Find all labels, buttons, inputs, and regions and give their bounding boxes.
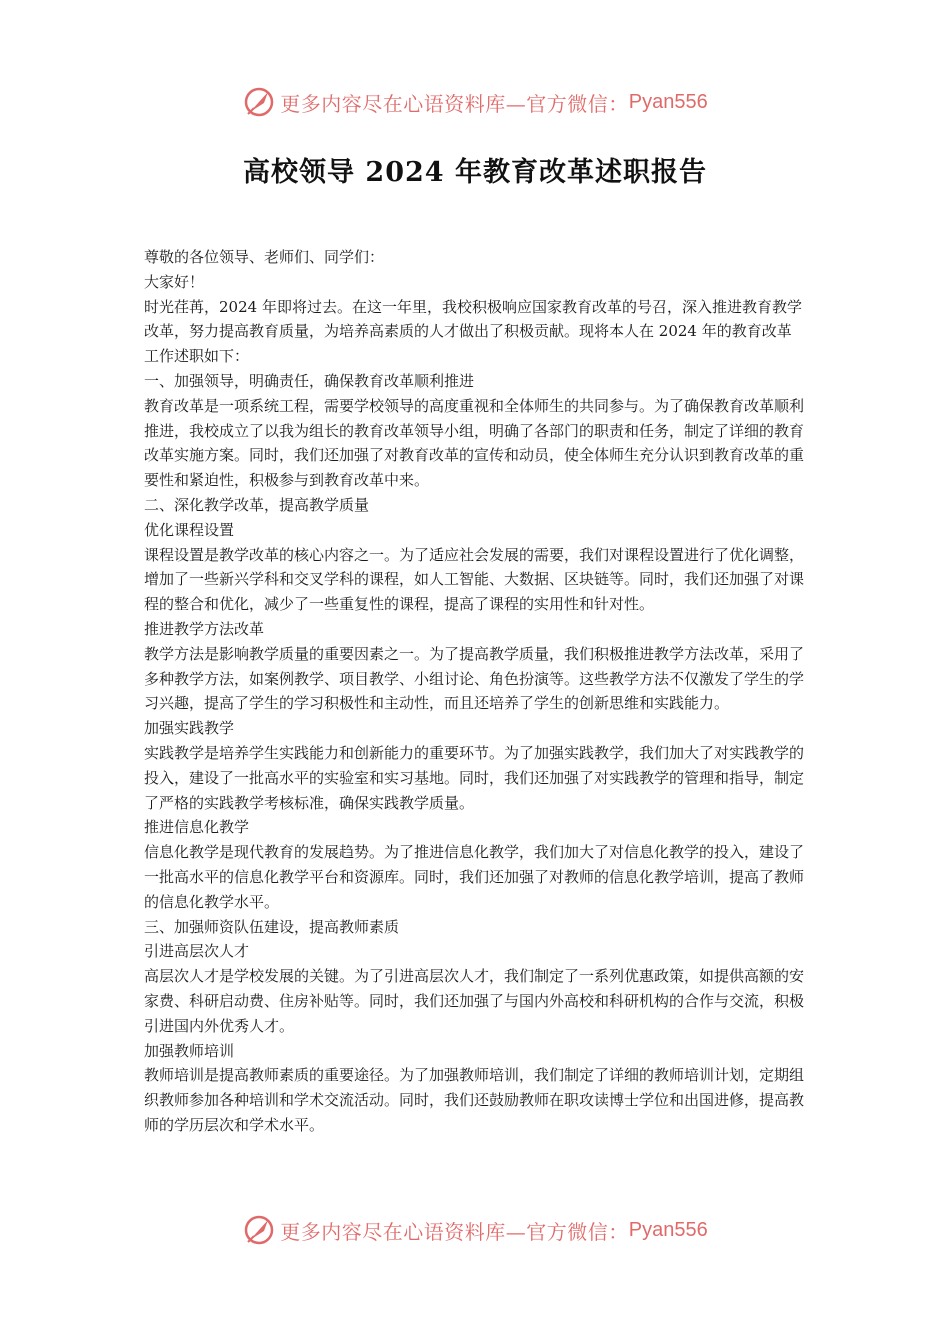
document-title: 高校领导 2024 年教育改革述职报告 xyxy=(243,157,707,188)
banner-wechat-id: Pyan556 xyxy=(628,1218,708,1241)
section-heading: 二、深化教学改革，提高教学质量 xyxy=(144,495,370,514)
body-paragraph: 课程设置是教学改革的核心内容之一。为了适应社会发展的需要，我们对课程设置进行了优化调整，增加了一些新兴学科和交叉学科的课程，如人工智能、大数据、区块链等。同时，我们还加强了对课程的整合和优化，减少了一些重复性的课程，提高了课程的实用性和针对性。 xyxy=(144,545,805,614)
subsection-heading: 加强教师培训 xyxy=(144,1041,235,1060)
body-paragraph: 实践教学是培养学生实践能力和创新能力的重要环节。为了加强实践教学，我们加大了对实践教学的投入，建设了一批高水平的实验室和实习基地。同时，我们还加强了对实践教学的管理和指导，制定了严格的实践教学考核标准，确保实践教学质量。 xyxy=(144,743,805,812)
banner-text: 更多内容尽在心语资料库—官方微信： xyxy=(280,91,629,116)
header-banner xyxy=(0,82,950,122)
subsection-heading: 推进教学方法改革 xyxy=(144,619,265,638)
quill-logo-icon xyxy=(242,85,276,119)
body-paragraph: 教师培训是提高教师素质的重要途径。为了加强教师培训，我们制定了详细的教师培训计划，定期组织教师参加各种培训和学术交流活动。同时，我们还鼓励教师在职攻读博士学位和出国进修，提高教师的学历层次和学术水平。 xyxy=(144,1066,805,1134)
footer-banner xyxy=(0,1210,950,1250)
banner-text: 更多内容尽在心语资料库—官方微信： xyxy=(280,1219,629,1244)
greeting: 大家好！ xyxy=(144,272,205,291)
body-paragraph: 教育改革是一项系统工程，需要学校领导的高度重视和全体师生的共同参与。为了确保教育改革顺利推进，我校成立了以我为组长的教育改革领导小组，明确了各部门的职责和任务，制定了详细的教育改革实施方案。同时，我们还加强了对教育改革的宣传和动员，使全体师生充分认识到教育改革的重要性和紧迫性，积极参与到教育改革中来。 xyxy=(144,396,805,490)
salutation: 尊敬的各位领导、老师们、同学们： xyxy=(144,248,385,266)
section-heading: 三、加强师资队伍建设，提高教师素质 xyxy=(144,917,400,936)
subsection-heading: 加强实践教学 xyxy=(144,719,235,738)
document-body xyxy=(144,245,806,1138)
quill-logo-icon xyxy=(242,1213,276,1247)
section-heading: 一、加强领导，明确责任，确保教育改革顺利推进 xyxy=(144,371,475,390)
subsection-heading: 引进高层次人才 xyxy=(144,942,250,961)
subsection-heading: 优化课程设置 xyxy=(144,520,235,539)
banner-wechat-id: Pyan556 xyxy=(628,90,708,113)
subsection-heading: 推进信息化教学 xyxy=(144,818,250,837)
body-paragraph: 教学方法是影响教学质量的重要因素之一。为了提高教学质量，我们积极推进教学方法改革，采用了多种教学方法，如案例教学、项目教学、小组讨论、角色扮演等。这些教学方法不仅激发了学生的学习兴趣，提高了学生的学习积极性和主动性，而且还培养了学生的创新思维和实践能力。 xyxy=(144,644,805,713)
intro-paragraph: 时光荏苒，2024 年即将过去。在这一年里，我校积极响应国家教育改革的号召，深入推进教育教学改革，努力提高教育质量，为培养高素质的人才做出了积极贡献。现将本人在 2024 年的教育改革工作述职如下： xyxy=(144,297,802,366)
body-paragraph: 高层次人才是学校发展的关键。为了引进高层次人才，我们制定了一系列优惠政策，如提供高额的安家费、科研启动费、住房补贴等。同时，我们还加强了与国内外高校和科研机构的合作与交流，积极引进国内外优秀人才。 xyxy=(144,967,805,1035)
body-paragraph: 信息化教学是现代教育的发展趋势。为了推进信息化教学，我们加大了对信息化教学的投入，建设了一批高水平的信息化教学平台和资源库。同时，我们还加强了对教师的信息化教学培训，提高了教师的信息化教学水平。 xyxy=(144,843,805,911)
